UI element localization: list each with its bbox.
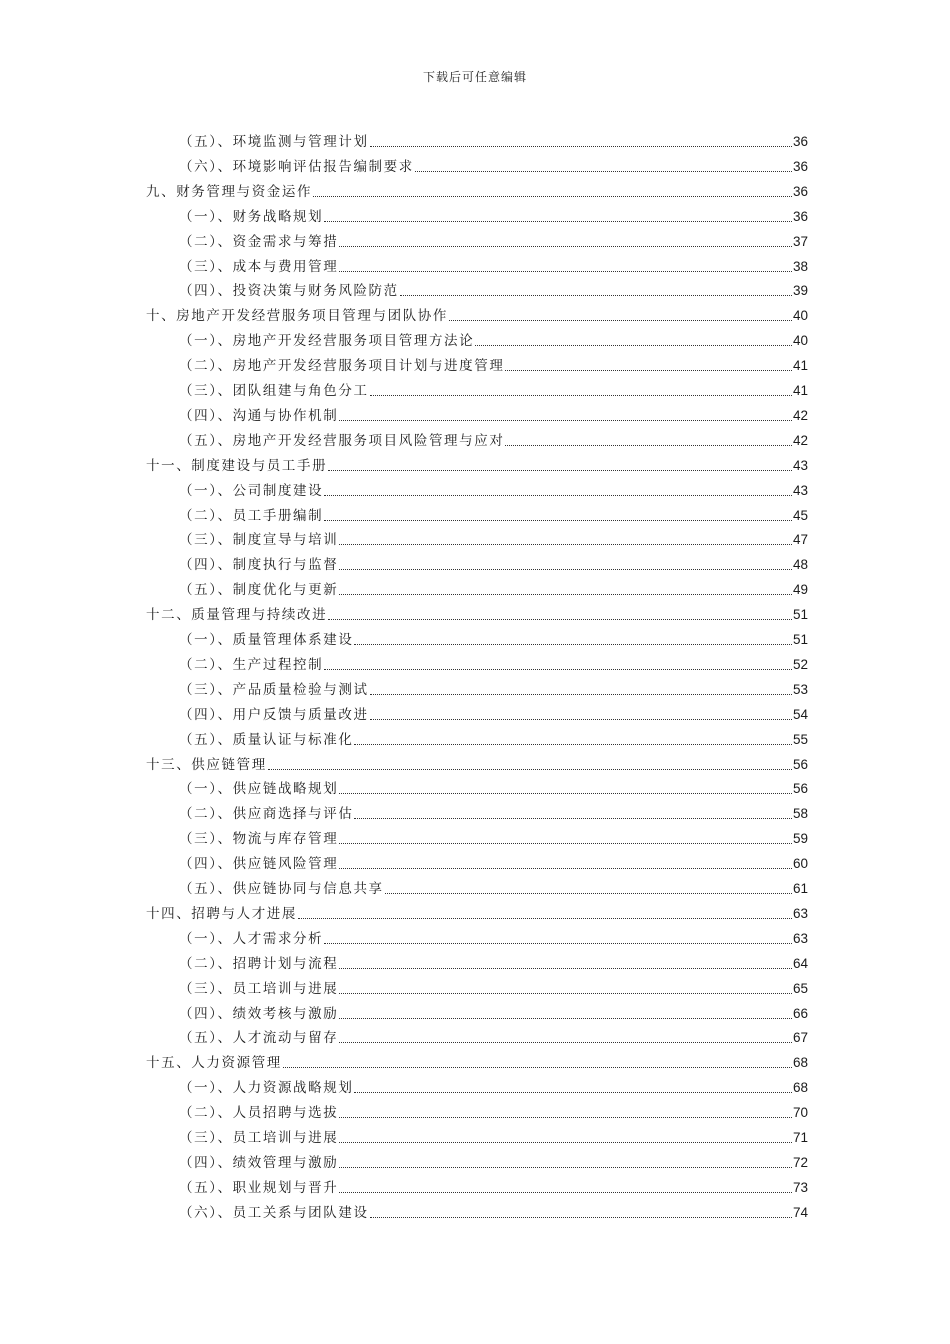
toc-dot-leader [339, 843, 792, 844]
toc-dot-leader [400, 295, 792, 296]
toc-entry-title: （一）、质量管理体系建设 [179, 632, 354, 648]
toc-dot-leader [339, 793, 792, 794]
toc-entry-title: 九、财务管理与资金运作 [146, 183, 313, 200]
toc-dot-leader [339, 968, 792, 969]
toc-page-number: 53 [792, 681, 808, 697]
toc-section-entry[interactable] [179, 923, 808, 948]
toc-page-number: 65 [792, 980, 808, 996]
toc-dot-leader [354, 644, 792, 645]
toc-chapter-entry[interactable] [146, 176, 808, 201]
toc-entry-title: （四）、绩效考核与激励 [179, 1005, 339, 1022]
toc-entry-title: （二）、人员招聘与选拔 [179, 1105, 339, 1122]
toc-page-number: 68 [792, 1055, 808, 1071]
toc-page-number: 41 [792, 358, 808, 374]
toc-section-entry[interactable] [179, 649, 808, 674]
toc-dot-leader [324, 221, 792, 222]
toc-page-number: 67 [792, 1030, 808, 1046]
toc-entry-title: （二）、员工手册编制 [179, 507, 324, 524]
toc-entry-title: （二）、招聘计划与流程 [179, 955, 339, 972]
toc-dot-leader [324, 495, 792, 496]
toc-section-entry[interactable] [179, 574, 808, 599]
toc-entry-title: （五）、供应链协同与信息共享 [179, 881, 384, 897]
toc-dot-leader [370, 719, 792, 720]
toc-page-number: 63 [792, 930, 808, 946]
toc-chapter-entry[interactable] [146, 599, 808, 624]
toc-dot-leader [385, 893, 792, 894]
toc-page-number: 36 [792, 134, 808, 149]
toc-page-number: 43 [792, 482, 808, 498]
toc-page-number: 39 [792, 283, 808, 299]
toc-entry-title: （二）、生产过程控制 [179, 656, 324, 673]
toc-page-number: 73 [792, 1179, 808, 1195]
toc-page-number: 59 [792, 831, 808, 847]
toc-page-number: 38 [792, 258, 808, 274]
toc-entry-title: （四）、绩效管理与激励 [179, 1154, 339, 1171]
toc-page-number: 52 [792, 656, 808, 672]
toc-page-number: 55 [792, 731, 808, 747]
toc-page-number: 43 [792, 457, 808, 473]
toc-page-number: 40 [792, 333, 808, 349]
toc-section-entry[interactable] [179, 201, 808, 226]
toc-section-entry[interactable] [179, 798, 808, 823]
toc-page-number: 58 [792, 806, 808, 822]
toc-dot-leader [475, 345, 792, 346]
toc-entry-title: （四）、沟通与协作机制 [179, 407, 339, 424]
toc-page-number: 61 [792, 881, 808, 896]
toc-dot-leader [370, 694, 792, 695]
toc-entry-title: （二）、房地产开发经营服务项目计划与进度管理 [179, 358, 505, 375]
toc-dot-leader [354, 818, 792, 819]
toc-dot-leader [339, 993, 792, 994]
toc-entry-title: 十、房地产开发经营服务项目管理与团队协作 [146, 308, 448, 325]
toc-page-number: 56 [792, 756, 808, 772]
toc-section-entry[interactable] [179, 251, 808, 276]
toc-entry-title: 十四、招聘与人才进展 [146, 905, 297, 922]
toc-entry-title: （三）、产品质量检验与测试 [179, 681, 369, 698]
toc-dot-leader [354, 744, 792, 745]
toc-entry-title: （二）、资金需求与筹措 [179, 233, 339, 250]
toc-dot-leader [298, 918, 792, 919]
toc-page-number: 72 [792, 1154, 808, 1170]
toc-dot-leader [370, 146, 792, 147]
toc-page-number: 63 [792, 905, 808, 921]
toc-dot-leader [505, 445, 792, 446]
toc-entry-title: （一）、财务战略规划 [179, 208, 324, 225]
toc-section-entry[interactable] [179, 624, 808, 649]
toc-dot-leader [283, 1067, 792, 1068]
toc-chapter-entry[interactable] [146, 749, 808, 774]
toc-entry-title: （四）、制度执行与监督 [179, 557, 339, 574]
toc-dot-leader [324, 943, 792, 944]
page-header: 下载后可任意编辑 [422, 70, 527, 84]
toc-section-entry[interactable] [179, 1197, 808, 1222]
toc-page-number: 60 [792, 856, 808, 872]
toc-section-entry[interactable] [179, 475, 808, 500]
toc-section-entry[interactable] [179, 998, 808, 1023]
toc-entry-title: （五）、职业规划与晋升 [179, 1179, 339, 1196]
toc-entry-title: （四）、供应链风险管理 [179, 856, 339, 873]
toc-entry-title: （五）、质量认证与标准化 [179, 731, 354, 748]
toc-page-number: 45 [792, 507, 808, 523]
toc-entry-title: （五）、人才流动与留存 [179, 1030, 339, 1047]
toc-page-number: 36 [792, 208, 808, 224]
toc-entry-title: （五）、制度优化与更新 [179, 582, 339, 599]
toc-entry-title: （三）、制度宣导与培训 [179, 532, 339, 549]
toc-section-entry[interactable] [179, 549, 808, 574]
toc-page-number: 37 [792, 233, 808, 249]
toc-section-entry[interactable] [179, 848, 808, 873]
toc-entry-title: （三）、物流与库存管理 [179, 831, 339, 848]
toc-entry-title: （三）、员工培训与进展 [179, 980, 339, 997]
toc-dot-leader [339, 569, 792, 570]
toc-entry-title: （一）、房地产开发经营服务项目管理方法论 [179, 333, 475, 350]
toc-entry-title: （三）、员工培训与进展 [179, 1130, 339, 1146]
toc-dot-leader [324, 520, 792, 521]
toc-dot-leader [339, 544, 792, 545]
toc-dot-leader [339, 1142, 792, 1143]
toc-entry-title: （一）、公司制度建设 [179, 482, 324, 499]
toc-dot-leader [313, 196, 792, 197]
toc-dot-leader [328, 619, 792, 620]
toc-section-entry[interactable] [179, 948, 808, 973]
toc-chapter-entry[interactable] [146, 300, 808, 325]
toc-page-number: 64 [792, 955, 808, 971]
toc-page-number: 51 [792, 632, 808, 647]
toc-page-number: 42 [792, 432, 808, 448]
toc-page-number: 74 [792, 1204, 808, 1220]
toc-page-number: 48 [792, 557, 808, 573]
toc-section-entry[interactable] [179, 724, 808, 749]
toc-section-entry[interactable] [179, 425, 808, 450]
toc-chapter-entry[interactable] [146, 450, 808, 475]
toc-page-number: 51 [792, 607, 808, 623]
toc-entry-title: （六）、员工关系与团队建设 [179, 1204, 369, 1221]
toc-chapter-entry[interactable] [146, 898, 808, 923]
toc-dot-leader [339, 1117, 792, 1118]
toc-dot-leader [370, 1217, 792, 1218]
toc-section-entry[interactable] [179, 1022, 808, 1047]
toc-page-number: 70 [792, 1105, 808, 1121]
toc-section-entry[interactable] [179, 773, 808, 798]
toc-entry-title: （五）、房地产开发经营服务项目风险管理与应对 [179, 432, 505, 449]
toc-page-number: 49 [792, 582, 808, 598]
toc-section-entry[interactable] [179, 674, 808, 699]
toc-dot-leader [339, 1192, 792, 1193]
toc-section-entry[interactable] [179, 325, 808, 350]
toc-section-entry[interactable] [179, 973, 808, 998]
toc-section-entry[interactable] [179, 873, 808, 898]
toc-section-entry[interactable] [179, 699, 808, 724]
toc-dot-leader [505, 370, 792, 371]
toc-section-entry[interactable] [179, 226, 808, 251]
toc-section-entry[interactable] [179, 375, 808, 400]
toc-dot-leader [339, 594, 792, 595]
toc-entry-title: （二）、供应商选择与评估 [179, 806, 354, 823]
toc-page-number: 41 [792, 383, 808, 398]
toc-dot-leader [370, 395, 792, 396]
toc-page-number: 47 [792, 532, 808, 548]
toc-dot-leader [324, 669, 792, 670]
toc-section-entry[interactable] [179, 500, 808, 525]
toc-dot-leader [339, 271, 792, 272]
toc-entry-title: 十一、制度建设与员工手册 [146, 457, 328, 474]
toc-page-number: 68 [792, 1080, 808, 1096]
toc-dot-leader [268, 769, 792, 770]
toc-dot-leader [339, 1018, 792, 1019]
toc-section-entry[interactable] [179, 275, 808, 300]
toc-section-entry[interactable] [179, 151, 808, 176]
toc-section-entry[interactable] [179, 524, 808, 549]
toc-dot-leader [339, 1167, 792, 1168]
toc-section-entry[interactable] [179, 1072, 808, 1097]
toc-entry-title: 十三、供应链管理 [146, 756, 267, 773]
toc-page-number: 71 [792, 1130, 808, 1145]
toc-dot-leader [354, 1092, 792, 1093]
toc-dot-leader [339, 868, 792, 869]
toc-page-number: 54 [792, 706, 808, 722]
toc-section-entry[interactable] [179, 1147, 808, 1172]
toc-entry-title: （六）、环境影响评估报告编制要求 [179, 158, 414, 175]
toc-section-entry[interactable] [179, 1122, 808, 1147]
toc-section-entry[interactable] [179, 126, 808, 151]
toc-section-entry[interactable] [179, 823, 808, 848]
toc-section-entry[interactable] [179, 400, 808, 425]
toc-entry-title: （一）、人力资源战略规划 [179, 1080, 354, 1097]
toc-dot-leader [339, 420, 792, 421]
toc-page-number: 36 [792, 158, 808, 174]
toc-dot-leader [449, 320, 792, 321]
toc-page-number: 56 [792, 781, 808, 797]
toc-entry-title: （一）、人才需求分析 [179, 930, 324, 947]
toc-page-number: 42 [792, 407, 808, 423]
toc-section-entry[interactable] [179, 1172, 808, 1197]
toc-entry-title: （三）、成本与费用管理 [179, 258, 339, 275]
toc-entry-title: （一）、供应链战略规划 [179, 781, 339, 798]
toc-chapter-entry[interactable] [146, 1047, 808, 1072]
toc-page-number: 66 [792, 1005, 808, 1021]
toc-dot-leader [339, 1042, 792, 1043]
toc-entry-title: （三）、团队组建与角色分工 [179, 383, 369, 399]
toc-entry-title: 十五、人力资源管理 [146, 1055, 282, 1072]
toc-dot-leader [339, 246, 792, 247]
toc-entry-title: （四）、用户反馈与质量改进 [179, 706, 369, 723]
toc-dot-leader [415, 171, 792, 172]
toc-section-entry[interactable] [179, 1097, 808, 1122]
toc-entry-title: （四）、投资决策与财务风险防范 [179, 283, 399, 300]
toc-entry-title: （五）、环境监测与管理计划 [179, 134, 369, 150]
toc-entry-title: 十二、质量管理与持续改进 [146, 607, 328, 624]
toc-page-number: 36 [792, 183, 808, 199]
toc-section-entry[interactable] [179, 350, 808, 375]
toc-dot-leader [328, 470, 792, 471]
toc-page-number: 40 [792, 308, 808, 324]
